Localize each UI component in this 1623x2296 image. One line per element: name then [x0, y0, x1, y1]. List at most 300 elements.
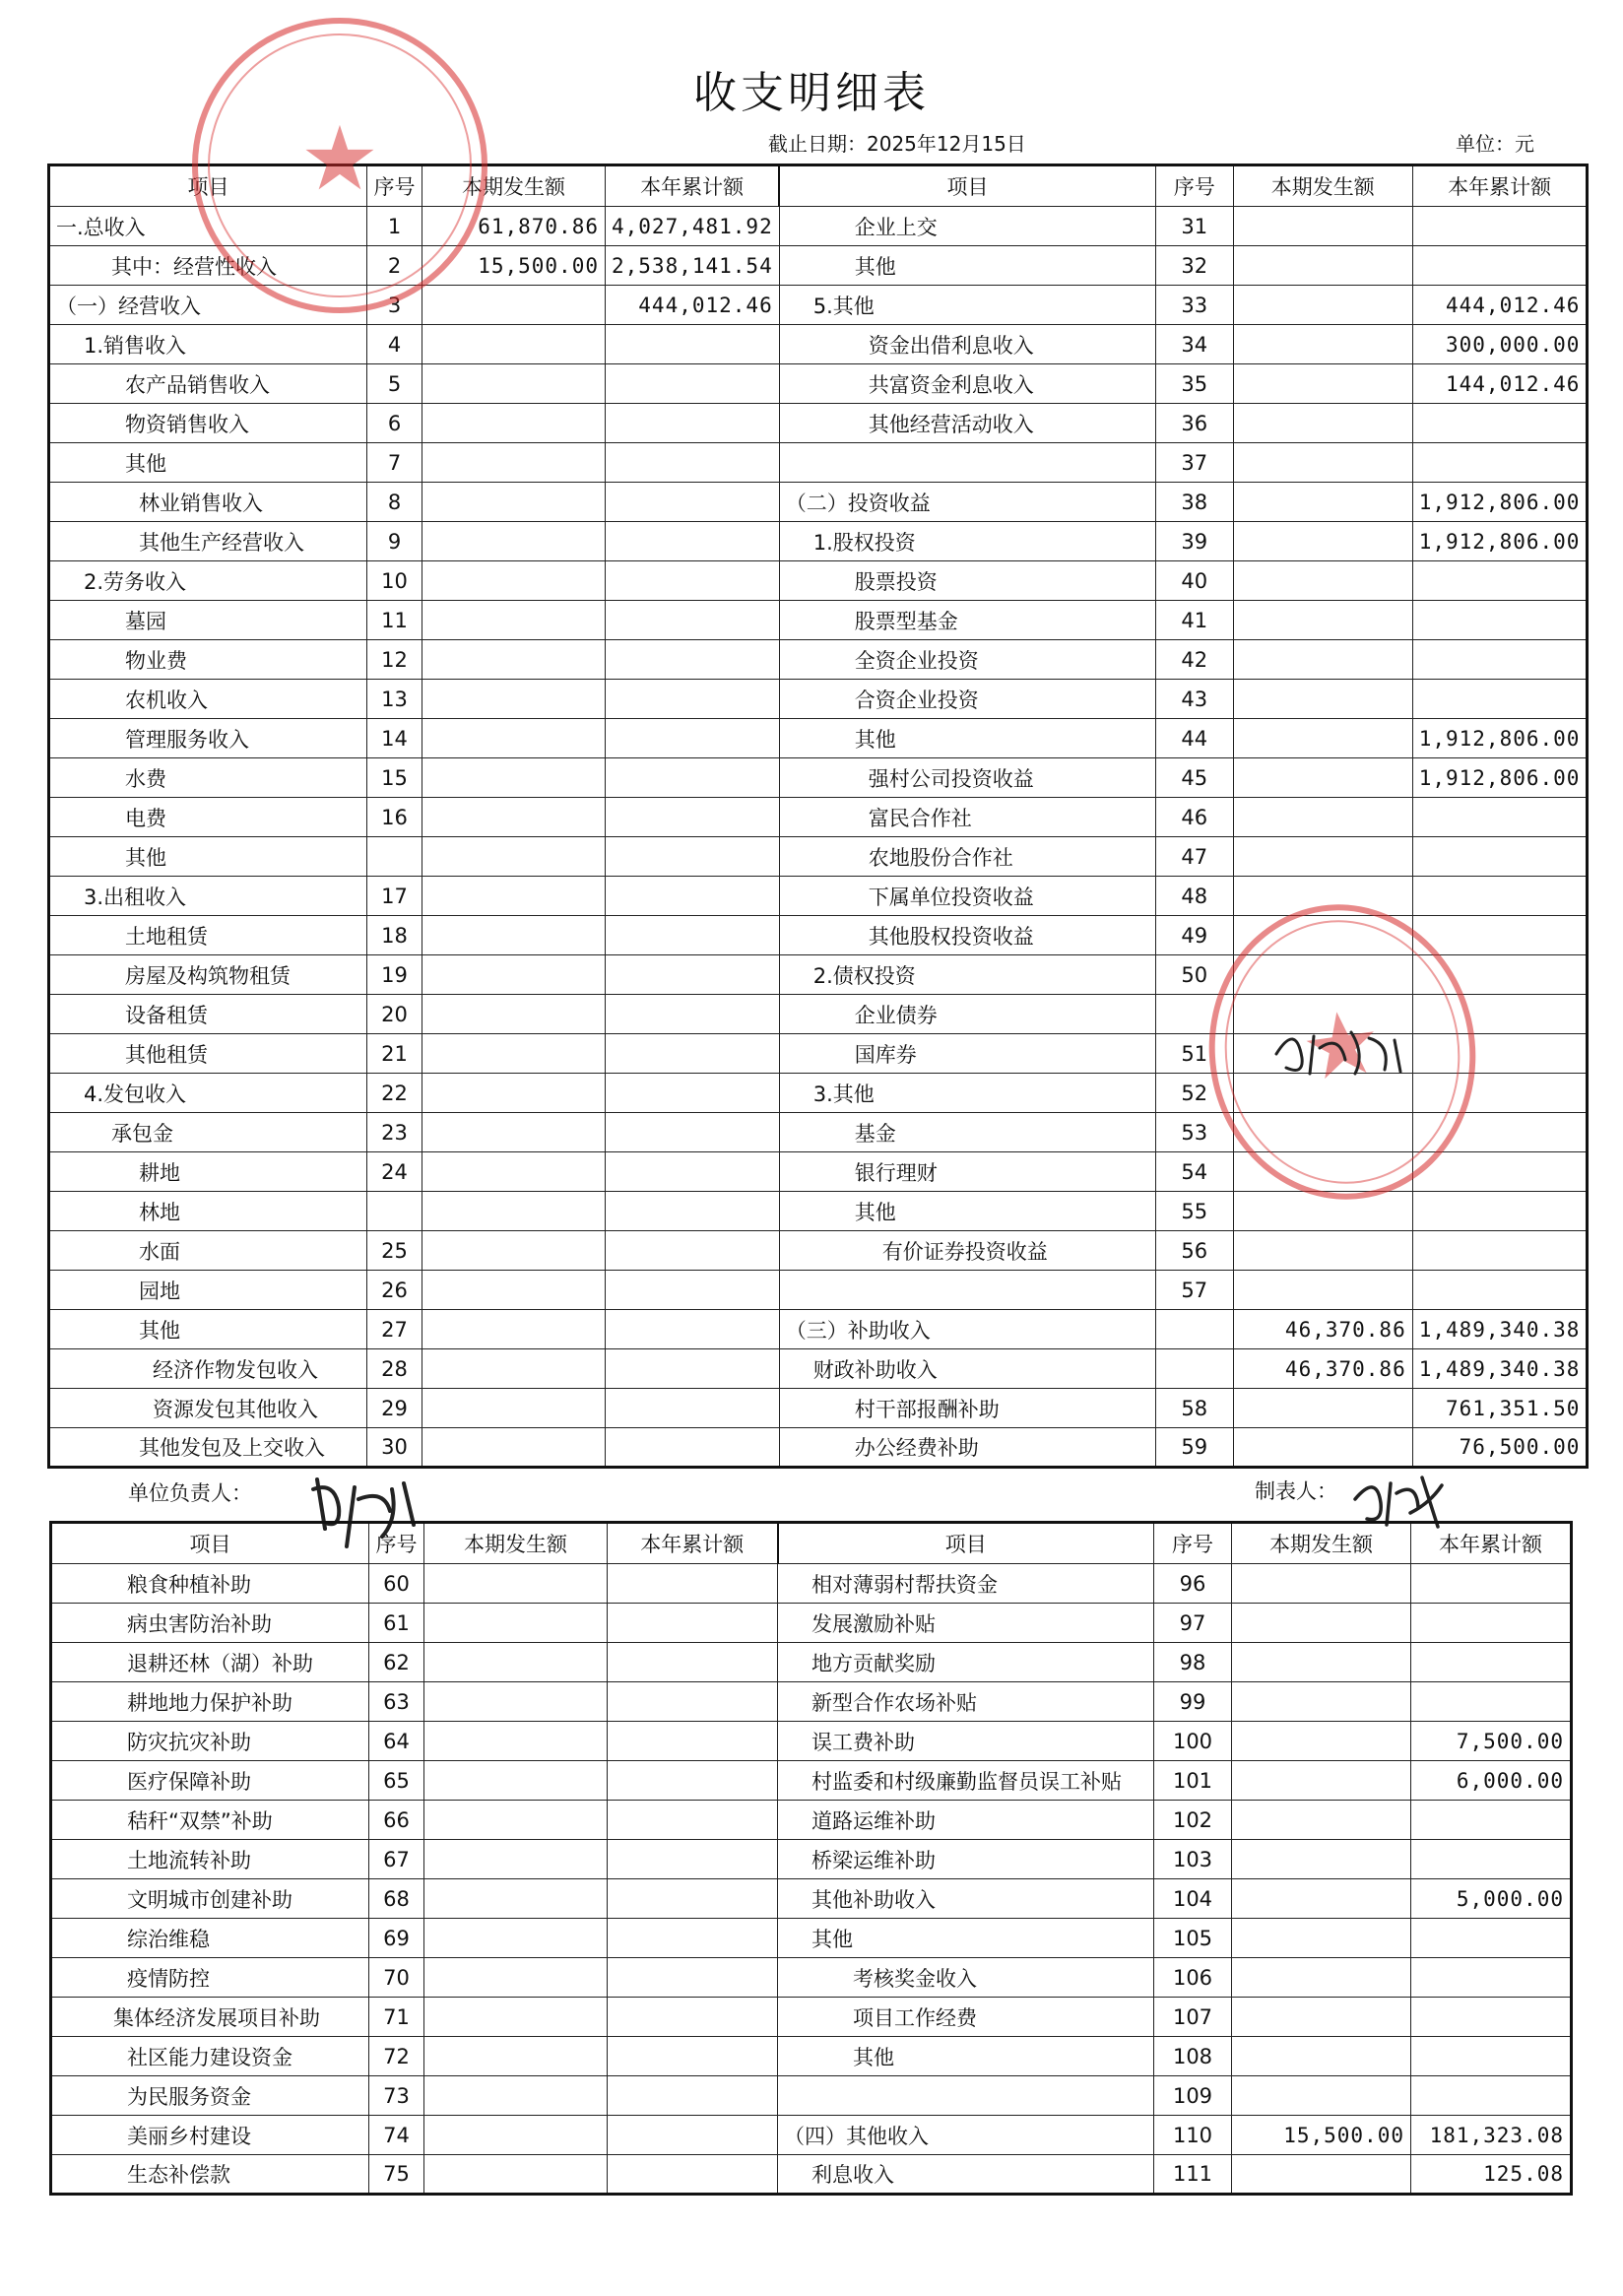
header-ytd: 本年累计额 [608, 1523, 778, 1564]
current-amount-cell [1232, 1879, 1411, 1919]
ytd-amount-cell: 1,489,340.38 [1412, 1310, 1588, 1349]
current-amount-cell [422, 286, 606, 325]
current-amount-cell [1233, 404, 1412, 443]
item-cell: 2.劳务收入 [49, 561, 367, 601]
seq-cell: 47 [1155, 837, 1233, 877]
seq-cell: 39 [1155, 522, 1233, 561]
seq-cell: 62 [369, 1643, 424, 1682]
current-amount-cell [424, 2116, 608, 2155]
item-cell: 村监委和村级廉勤监督员误工补贴 [778, 1761, 1154, 1801]
header-seq: 序号 [1154, 1523, 1232, 1564]
current-amount-cell [1233, 246, 1412, 286]
current-amount-cell [424, 1919, 608, 1958]
item-cell: （三）补助收入 [779, 1310, 1155, 1349]
seq-cell: 110 [1154, 2116, 1232, 2155]
header-ytd: 本年累计额 [1412, 165, 1588, 207]
item-cell: 企业债券 [779, 995, 1155, 1034]
seq-cell: 20 [367, 995, 422, 1034]
seq-cell [1155, 1310, 1233, 1349]
current-amount-cell [1233, 601, 1412, 640]
current-amount-cell [424, 1801, 608, 1840]
current-amount-cell: 46,370.86 [1233, 1310, 1412, 1349]
table-row [51, 1801, 1572, 1840]
table-row [49, 364, 1588, 404]
current-amount-cell [422, 1271, 606, 1310]
ytd-amount-cell [606, 1113, 780, 1152]
seq-cell: 74 [369, 2116, 424, 2155]
current-amount-cell [424, 1682, 608, 1722]
item-cell: 一.总收入 [49, 207, 367, 246]
current-amount-cell [422, 680, 606, 719]
item-cell: 园地 [49, 1271, 367, 1310]
ytd-amount-cell [608, 1761, 778, 1801]
current-amount-cell [424, 2037, 608, 2076]
item-cell: 设备租赁 [49, 995, 367, 1034]
item-cell: 资源发包其他收入 [49, 1389, 367, 1428]
item-cell: 道路运维补助 [778, 1801, 1154, 1840]
header-item: 项目 [778, 1523, 1154, 1564]
cutoff-date: 截止日期：2025年12月15日 [768, 132, 1026, 156]
current-amount-cell [422, 483, 606, 522]
ytd-amount-cell [1412, 1231, 1588, 1271]
item-cell: （四）其他收入 [778, 2116, 1154, 2155]
item-cell: （二）投资收益 [779, 483, 1155, 522]
seq-cell: 56 [1155, 1231, 1233, 1271]
seq-cell: 11 [367, 601, 422, 640]
item-cell: 秸秆“双禁”补助 [51, 1801, 369, 1840]
ytd-amount-cell [608, 1722, 778, 1761]
seq-cell: 31 [1155, 207, 1233, 246]
current-amount-cell [422, 443, 606, 483]
header-seq: 序号 [1155, 165, 1233, 207]
preparer-label: 制表人： [1255, 1479, 1337, 1503]
item-cell: 林地 [49, 1192, 367, 1231]
seq-cell: 26 [367, 1271, 422, 1310]
seq-cell: 64 [369, 1722, 424, 1761]
current-amount-cell [1233, 207, 1412, 246]
ytd-amount-cell [1412, 798, 1588, 837]
ytd-amount-cell [1411, 1801, 1572, 1840]
table-row [49, 325, 1588, 364]
table-row [51, 2037, 1572, 2076]
seq-cell: 46 [1155, 798, 1233, 837]
ytd-amount-cell [1412, 561, 1588, 601]
ytd-amount-cell: 4,027,481.92 [606, 207, 780, 246]
star-icon: ★ [1294, 989, 1389, 1103]
ytd-amount-cell [606, 837, 780, 877]
item-cell: 承包金 [49, 1113, 367, 1152]
table-row [49, 719, 1588, 758]
seq-cell: 68 [369, 1879, 424, 1919]
item-cell: 医疗保障补助 [51, 1761, 369, 1801]
seq-cell: 51 [1155, 1034, 1233, 1074]
current-amount-cell [422, 1152, 606, 1192]
item-cell: 其他 [49, 1310, 367, 1349]
ytd-amount-cell [608, 1564, 778, 1604]
seq-cell: 7 [367, 443, 422, 483]
seq-cell: 65 [369, 1761, 424, 1801]
seq-cell: 18 [367, 916, 422, 955]
item-cell: 有价证券投资收益 [779, 1231, 1155, 1271]
item-cell: 其中：经营性收入 [49, 246, 367, 286]
ytd-amount-cell [1411, 1998, 1572, 2037]
seq-cell: 75 [369, 2155, 424, 2195]
table-row [49, 1310, 1588, 1349]
table-row [49, 1231, 1588, 1271]
table-row [49, 404, 1588, 443]
item-cell: 物业费 [49, 640, 367, 680]
ytd-amount-cell: 444,012.46 [606, 286, 780, 325]
item-cell: 其他生产经营收入 [49, 522, 367, 561]
item-cell: 为民服务资金 [51, 2076, 369, 2116]
seq-cell: 71 [369, 1998, 424, 2037]
table-row [51, 2076, 1572, 2116]
current-amount-cell [422, 916, 606, 955]
seq-cell: 72 [369, 2037, 424, 2076]
current-amount-cell [1233, 798, 1412, 837]
seq-cell: 106 [1154, 1958, 1232, 1998]
seq-cell: 44 [1155, 719, 1233, 758]
seq-cell: 2 [367, 246, 422, 286]
current-amount-cell [422, 1231, 606, 1271]
ytd-amount-cell [606, 1271, 780, 1310]
current-amount-cell [422, 1113, 606, 1152]
item-cell: 合资企业投资 [779, 680, 1155, 719]
seq-cell: 4 [367, 325, 422, 364]
ytd-amount-cell [608, 1998, 778, 2037]
ytd-amount-cell [1412, 1152, 1588, 1192]
item-cell: 其他补助收入 [778, 1879, 1154, 1919]
seq-cell: 55 [1155, 1192, 1233, 1231]
seq-cell [367, 1192, 422, 1231]
item-cell: 村干部报酬补助 [779, 1389, 1155, 1428]
ytd-amount-cell [1412, 640, 1588, 680]
current-amount-cell [424, 1879, 608, 1919]
table-row [49, 680, 1588, 719]
item-cell: 其他 [779, 246, 1155, 286]
ytd-amount-cell [608, 1604, 778, 1643]
header-item: 项目 [779, 165, 1155, 207]
current-amount-cell [1233, 837, 1412, 877]
seq-cell: 66 [369, 1801, 424, 1840]
item-cell: 墓园 [49, 601, 367, 640]
ytd-amount-cell [1412, 877, 1588, 916]
item-cell: 社区能力建设资金 [51, 2037, 369, 2076]
current-amount-cell [1233, 758, 1412, 798]
table-row [49, 561, 1588, 601]
seq-cell: 13 [367, 680, 422, 719]
unit-label: 单位：元 [1456, 132, 1534, 156]
table-row [49, 837, 1588, 877]
ytd-amount-cell [1412, 1192, 1588, 1231]
ytd-amount-cell [1411, 2037, 1572, 2076]
seq-cell: 35 [1155, 364, 1233, 404]
item-cell: 4.发包收入 [49, 1074, 367, 1113]
item-cell: 耕地 [49, 1152, 367, 1192]
item-cell: 地方贡献奖励 [778, 1643, 1154, 1682]
table-row [49, 1389, 1588, 1428]
current-amount-cell [424, 1604, 608, 1643]
current-amount-cell [1233, 522, 1412, 561]
current-amount-cell: 15,500.00 [1232, 2116, 1411, 2155]
seq-cell: 22 [367, 1074, 422, 1113]
seq-cell [367, 837, 422, 877]
seq-cell: 109 [1154, 2076, 1232, 2116]
table-row [51, 1879, 1572, 1919]
ytd-amount-cell [606, 916, 780, 955]
ytd-amount-cell [1411, 1958, 1572, 1998]
ytd-amount-cell [608, 1801, 778, 1840]
item-cell: 其他发包及上交收入 [49, 1428, 367, 1468]
seq-cell: 28 [367, 1349, 422, 1389]
item-cell: 其他股权投资收益 [779, 916, 1155, 955]
ytd-amount-cell [606, 1231, 780, 1271]
seq-cell: 6 [367, 404, 422, 443]
header-current: 本期发生额 [1233, 165, 1412, 207]
seq-cell: 111 [1154, 2155, 1232, 2195]
seq-cell: 70 [369, 1958, 424, 1998]
ytd-amount-cell [606, 680, 780, 719]
seq-cell: 1 [367, 207, 422, 246]
seq-cell: 69 [369, 1919, 424, 1958]
seq-cell: 29 [367, 1389, 422, 1428]
ytd-amount-cell [608, 1879, 778, 1919]
current-amount-cell: 46,370.86 [1233, 1349, 1412, 1389]
ytd-amount-cell: 1,489,340.38 [1412, 1349, 1588, 1389]
item-cell [778, 2076, 1154, 2116]
seq-cell: 60 [369, 1564, 424, 1604]
table-row [51, 1958, 1572, 1998]
ytd-amount-cell: 7,500.00 [1411, 1722, 1572, 1761]
ytd-amount-cell [1412, 680, 1588, 719]
current-amount-cell [1232, 1919, 1411, 1958]
seq-cell: 101 [1154, 1761, 1232, 1801]
seq-cell: 103 [1154, 1840, 1232, 1879]
item-cell: 富民合作社 [779, 798, 1155, 837]
header-current: 本期发生额 [1232, 1523, 1411, 1564]
ytd-amount-cell [606, 955, 780, 995]
income-table-part1 [47, 164, 1589, 1469]
current-amount-cell [422, 1349, 606, 1389]
item-cell: 办公经费补助 [779, 1428, 1155, 1468]
item-cell: 管理服务收入 [49, 719, 367, 758]
ytd-amount-cell [606, 364, 780, 404]
ytd-amount-cell [606, 1428, 780, 1468]
ytd-amount-cell [1411, 1564, 1572, 1604]
item-cell: 其他 [778, 1919, 1154, 1958]
item-cell: 1.股权投资 [779, 522, 1155, 561]
seq-cell: 30 [367, 1428, 422, 1468]
item-cell: 股票型基金 [779, 601, 1155, 640]
item-cell: 基金 [779, 1113, 1155, 1152]
ytd-amount-cell: 300,000.00 [1412, 325, 1588, 364]
current-amount-cell [424, 1761, 608, 1801]
seq-cell: 61 [369, 1604, 424, 1643]
ytd-amount-cell [608, 1643, 778, 1682]
ytd-amount-cell [606, 601, 780, 640]
current-amount-cell [1232, 2076, 1411, 2116]
current-amount-cell [422, 877, 606, 916]
item-cell: 资金出借利息收入 [779, 325, 1155, 364]
item-cell: 综治维稳 [51, 1919, 369, 1958]
ytd-amount-cell [606, 1152, 780, 1192]
seq-cell: 52 [1155, 1074, 1233, 1113]
seq-cell: 107 [1154, 1998, 1232, 2037]
seq-cell: 5 [367, 364, 422, 404]
current-amount-cell [1232, 1682, 1411, 1722]
current-amount-cell [422, 837, 606, 877]
item-cell: 股票投资 [779, 561, 1155, 601]
current-amount-cell [422, 719, 606, 758]
item-cell [779, 443, 1155, 483]
current-amount-cell [422, 404, 606, 443]
current-amount-cell [422, 522, 606, 561]
ytd-amount-cell [606, 1074, 780, 1113]
table-row [49, 1349, 1588, 1389]
item-cell: 发展激励补贴 [778, 1604, 1154, 1643]
ytd-amount-cell [606, 1192, 780, 1231]
current-amount-cell [1232, 1643, 1411, 1682]
header-current: 本期发生额 [424, 1523, 608, 1564]
item-cell: 其他 [779, 719, 1155, 758]
ytd-amount-cell [608, 2116, 778, 2155]
seq-cell: 37 [1155, 443, 1233, 483]
item-cell: 土地租赁 [49, 916, 367, 955]
seq-cell: 33 [1155, 286, 1233, 325]
item-cell: 文明城市创建补助 [51, 1879, 369, 1919]
current-amount-cell [422, 955, 606, 995]
current-amount-cell [422, 1310, 606, 1349]
item-cell: （一）经营收入 [49, 286, 367, 325]
ytd-amount-cell [606, 1349, 780, 1389]
seq-cell: 96 [1154, 1564, 1232, 1604]
table-header-row [51, 1523, 1572, 1564]
header-seq: 序号 [367, 165, 422, 207]
table-row [51, 2155, 1572, 2195]
item-cell: 水费 [49, 758, 367, 798]
ytd-amount-cell [1411, 1643, 1572, 1682]
ytd-amount-cell [608, 1958, 778, 1998]
ytd-amount-cell [1412, 1271, 1588, 1310]
seq-cell: 54 [1155, 1152, 1233, 1192]
item-cell [779, 1271, 1155, 1310]
current-amount-cell [422, 758, 606, 798]
seq-cell: 43 [1155, 680, 1233, 719]
item-cell: 3.其他 [779, 1074, 1155, 1113]
seq-cell: 10 [367, 561, 422, 601]
table-row [51, 1643, 1572, 1682]
current-amount-cell [1233, 1271, 1412, 1310]
seq-cell: 25 [367, 1231, 422, 1271]
ytd-amount-cell: 5,000.00 [1411, 1879, 1572, 1919]
current-amount-cell [1232, 1840, 1411, 1879]
seq-cell: 104 [1154, 1879, 1232, 1919]
seq-cell: 98 [1154, 1643, 1232, 1682]
seq-cell: 41 [1155, 601, 1233, 640]
seq-cell: 49 [1155, 916, 1233, 955]
seq-cell: 45 [1155, 758, 1233, 798]
current-amount-cell [1233, 443, 1412, 483]
seq-cell: 3 [367, 286, 422, 325]
seq-cell [1155, 1349, 1233, 1389]
item-cell: 经济作物发包收入 [49, 1349, 367, 1389]
table-row [49, 601, 1588, 640]
item-cell: 考核奖金收入 [778, 1958, 1154, 1998]
ytd-amount-cell [606, 758, 780, 798]
item-cell: 粮食种植补助 [51, 1564, 369, 1604]
current-amount-cell [1232, 1604, 1411, 1643]
table-row [49, 640, 1588, 680]
seq-cell: 48 [1155, 877, 1233, 916]
seq-cell: 99 [1154, 1682, 1232, 1722]
item-cell: 防灾抗灾补助 [51, 1722, 369, 1761]
table-row [51, 1722, 1572, 1761]
ytd-amount-cell: 144,012.46 [1412, 364, 1588, 404]
item-cell: 新型合作农场补贴 [778, 1682, 1154, 1722]
table-row [51, 1998, 1572, 2037]
seq-cell: 108 [1154, 2037, 1232, 2076]
seq-cell: 32 [1155, 246, 1233, 286]
table-row [49, 483, 1588, 522]
item-cell: 共富资金利息收入 [779, 364, 1155, 404]
ytd-amount-cell [606, 798, 780, 837]
seq-cell: 12 [367, 640, 422, 680]
seq-cell: 105 [1154, 1919, 1232, 1958]
item-cell: 生态补偿款 [51, 2155, 369, 2195]
seq-cell: 15 [367, 758, 422, 798]
item-cell: 退耕还林（湖）补助 [51, 1643, 369, 1682]
item-cell: 其他 [49, 443, 367, 483]
item-cell: 其他 [778, 2037, 1154, 2076]
ytd-amount-cell [606, 1389, 780, 1428]
table-row [49, 1271, 1588, 1310]
seq-cell: 38 [1155, 483, 1233, 522]
ytd-amount-cell: 76,500.00 [1412, 1428, 1588, 1468]
seq-cell: 21 [367, 1034, 422, 1074]
item-cell: 电费 [49, 798, 367, 837]
current-amount-cell [1233, 680, 1412, 719]
item-cell: 强村公司投资收益 [779, 758, 1155, 798]
current-amount-cell [424, 1840, 608, 1879]
seq-cell: 23 [367, 1113, 422, 1152]
current-amount-cell [424, 2155, 608, 2195]
ytd-amount-cell [1412, 246, 1588, 286]
ytd-amount-cell [1411, 2076, 1572, 2116]
header-seq: 序号 [369, 1523, 424, 1564]
ytd-amount-cell [1412, 207, 1588, 246]
item-cell: 疫情防控 [51, 1958, 369, 1998]
seq-cell: 53 [1155, 1113, 1233, 1152]
seq-cell: 14 [367, 719, 422, 758]
ytd-amount-cell [1412, 837, 1588, 877]
ytd-amount-cell [608, 1840, 778, 1879]
current-amount-cell [424, 1643, 608, 1682]
item-cell: 其他经营活动收入 [779, 404, 1155, 443]
current-amount-cell [1233, 1389, 1412, 1428]
current-amount-cell [422, 601, 606, 640]
item-cell: 3.出租收入 [49, 877, 367, 916]
item-cell: 土地流转补助 [51, 1840, 369, 1879]
current-amount-cell [1233, 325, 1412, 364]
header-current: 本期发生额 [422, 165, 606, 207]
current-amount-cell [424, 1722, 608, 1761]
seq-cell: 100 [1154, 1722, 1232, 1761]
seq-cell: 67 [369, 1840, 424, 1879]
seq-cell: 42 [1155, 640, 1233, 680]
current-amount-cell [1232, 1998, 1411, 2037]
seq-cell: 16 [367, 798, 422, 837]
current-amount-cell [422, 325, 606, 364]
